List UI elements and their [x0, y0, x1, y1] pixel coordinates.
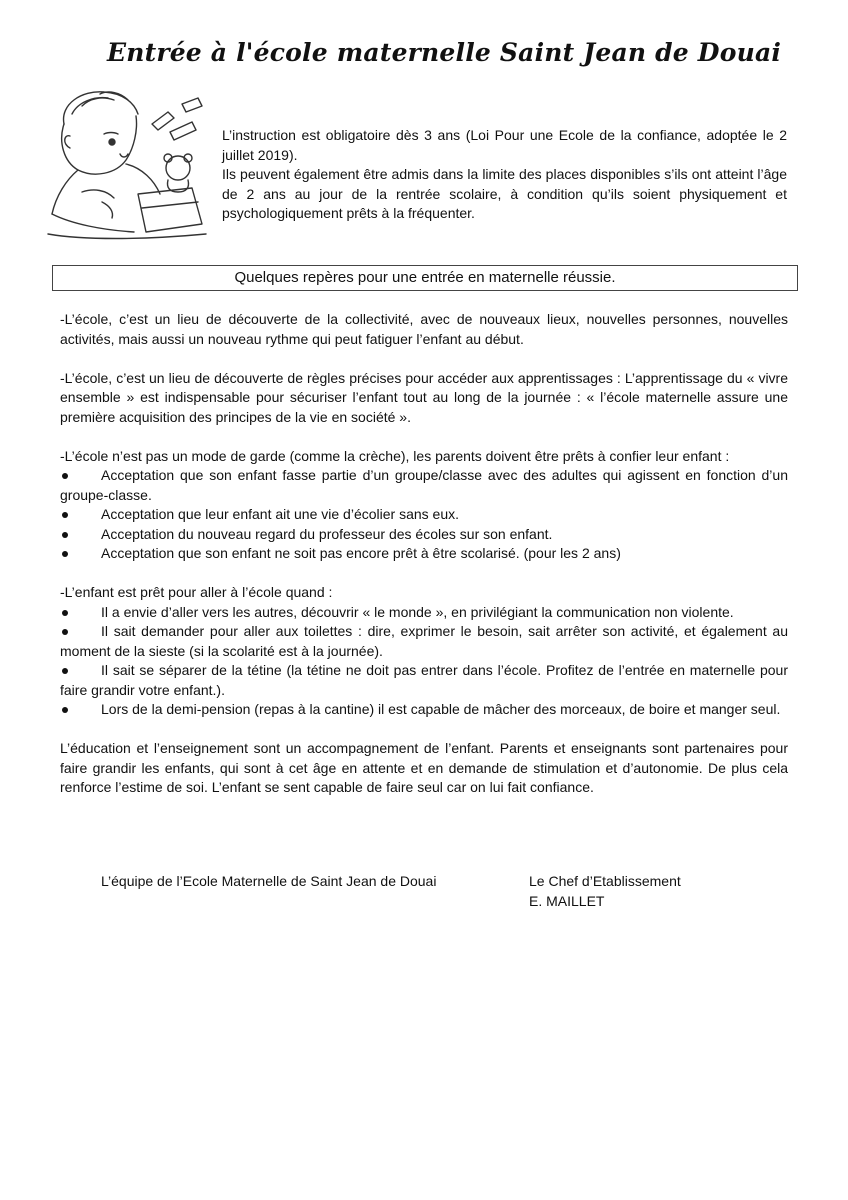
- list-item: Lors de la demi-pension (repas à la cantine) il est capable de mâcher des morceaux, de boire et manger seul.: [60, 700, 788, 720]
- garde-bullet-list: [60, 466, 788, 564]
- intro-paragraph: Ils peuvent également être admis dans la limite des places disponibles s’ils ont atteint l’âge de 2 ans au jour de la rentrée scolaire, à condition qu’ils soient physiquement et psychologiquement prêts à la fréquenter.: [222, 166, 787, 221]
- paragraph-regles: -L’école, c’est un lieu de découverte de règles précises pour accéder aux apprentissages : L’apprentissage du « vivre ensemble » est indispensable pour sécuriser l’enfant tout au long de la journée : « l’école maternelle assure une première acquisition des principes de la vie en société ».: [60, 369, 788, 425]
- bullet-icon: [62, 610, 68, 616]
- bullet-icon: [62, 473, 68, 479]
- list-item: Acceptation que leur enfant ait une vie d’écolier sans eux.: [60, 505, 788, 525]
- intro-paragraph: L’instruction est obligatoire dès 3 ans (Loi Pour une Ecole de la confiance, adoptée le 2 juillet 2019).: [222, 127, 787, 163]
- list-item: Acceptation que son enfant fasse partie d’un groupe/classe avec des adultes qui agissent en fonction d’un groupe-classe.: [60, 467, 788, 503]
- list-item: Il sait se séparer de la tétine (la tétine ne doit pas entrer dans l’école. Profitez de l’entrée en maternelle pour faire grandir votre enfant.).: [60, 662, 788, 698]
- pret-bullet-list: [60, 603, 788, 720]
- bullet-icon: [62, 629, 68, 635]
- bullet-icon: [62, 707, 68, 713]
- signature-director: [529, 872, 681, 911]
- paragraph-collectivite: -L’école, c’est un lieu de découverte de la collectivité, avec de nouveaux lieux, nouvelles personnes, nouvelles activités, mais aussi un nouveau rythme qui peut fatiguer l’enfant au début.: [60, 311, 788, 347]
- paragraph-pret-intro: -L’enfant est prêt pour aller à l’école quand :: [60, 584, 333, 600]
- list-item: Il sait demander pour aller aux toilettes : dire, exprimer le besoin, sait arrêter son activité, et également au moment de la sieste (si la scolarité est à la journée).: [60, 623, 788, 659]
- bullet-icon: [62, 532, 68, 538]
- child-illustration: [42, 84, 212, 244]
- section-heading-box: Quelques repères pour une entrée en maternelle réussie.: [52, 265, 798, 291]
- signature-team: L’équipe de l’Ecole Maternelle de Saint Jean de Douai: [101, 873, 437, 889]
- list-item: Il a envie d’aller vers les autres, découvrir « le monde », en privilégiant la communication non violente.: [60, 603, 788, 623]
- signature-director-name: E. MAILLET: [529, 892, 605, 909]
- signature-director-title: Le Chef d’Etablissement: [529, 873, 681, 889]
- list-item: Acceptation que son enfant ne soit pas encore prêt à être scolarisé. (pour les 2 ans): [60, 544, 788, 564]
- bullet-icon: [62, 512, 68, 518]
- list-item: Acceptation du nouveau regard du professeur des écoles sur son enfant.: [60, 525, 788, 545]
- paragraph-garde-intro: -L’école n’est pas un mode de garde (comme la crèche), les parents doivent être prêts à confier leur enfant :: [60, 447, 730, 464]
- bullet-icon: [62, 668, 68, 674]
- paragraph-conclusion: L’éducation et l’enseignement sont un accompagnement de l’enfant. Parents et enseignants sont partenaires pour faire grandir les enfants, qui sont à cet âge en attente et en demande de stimulation et d’autonomie. De plus cela renforce l’estime de soi. L’enfant se sent capable de faire seul car on lui fait confiance.: [60, 740, 788, 795]
- page-title: Entrée à l'école maternelle Saint Jean de Douai: [106, 38, 782, 67]
- intro-text: [222, 126, 787, 224]
- bullet-icon: [62, 551, 68, 557]
- document-body: [60, 310, 788, 798]
